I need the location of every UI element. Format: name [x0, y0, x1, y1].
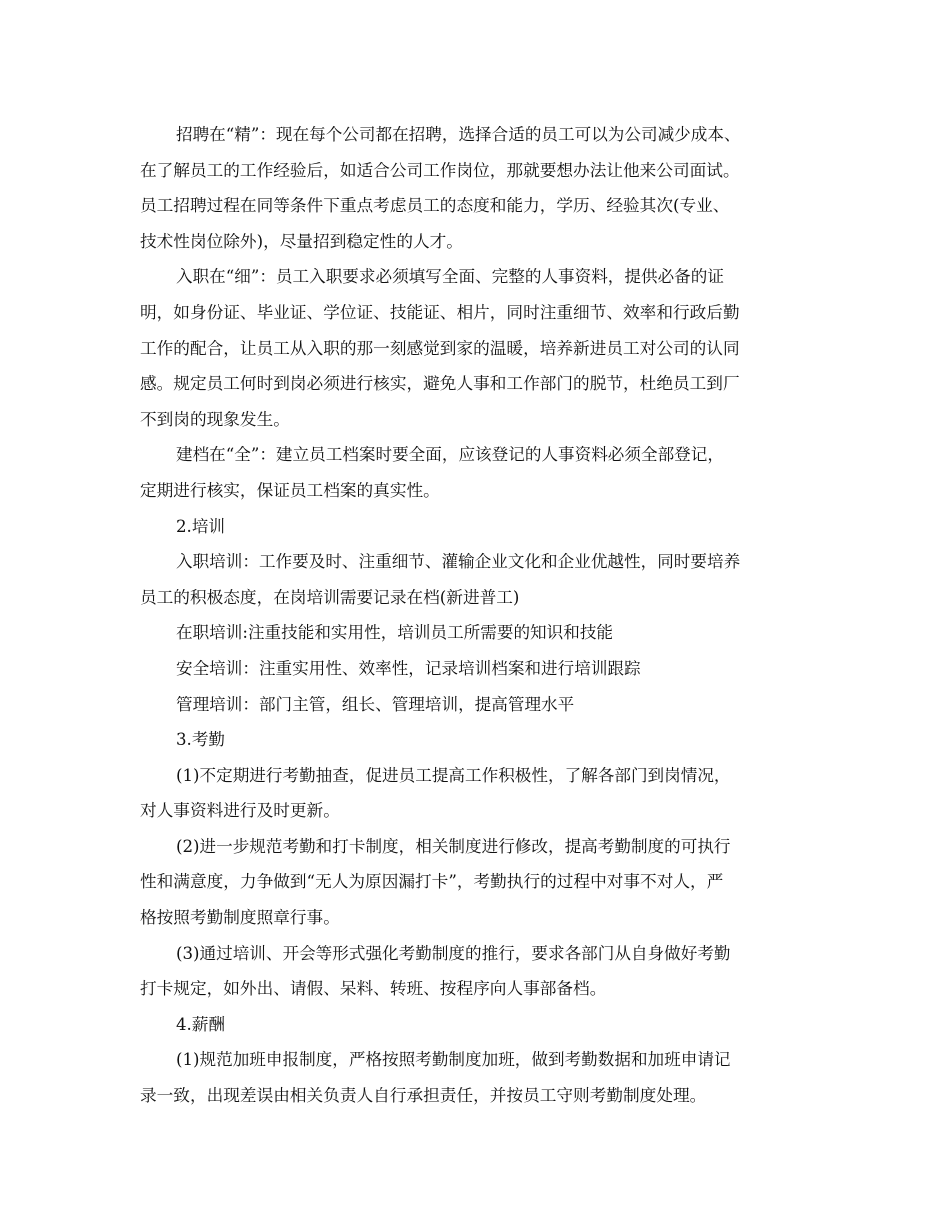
paragraph-line: 在了解员工的工作经验后，如适合公司工作岗位，那就要想办法让他来公司面试。: [140, 160, 740, 180]
paragraph-line: 录一致，出现差误由相关负责人自行承担责任，并按员工守则考勤制度处理。: [140, 1086, 707, 1106]
paragraph-first-line: 安全培训：注重实用性、效率性，记录培训档案和进行培训跟踪: [176, 658, 641, 678]
paragraph-line: 感。规定员工何时到岗必须进行核实，避免人事和工作部门的脱节，杜绝员工到厂: [140, 374, 740, 394]
paragraph-first-line: 管理培训：部门主管，组长、管理培训，提高管理水平: [176, 694, 575, 714]
paragraph-first-line: (1)不定期进行考勤抽查，促进员工提高工作积极性，了解各部门到岗情况，: [176, 765, 731, 785]
paragraph-line: 不到岗的现象发生。: [140, 409, 290, 429]
paragraph-line: 性和满意度，力争做到“无人为原因漏打卡”，考勤执行的过程中对事不对人，严: [140, 872, 724, 892]
paragraph-first-line: 在职培训:注重技能和实用性，培训员工所需要的知识和技能: [176, 623, 614, 643]
paragraph-line: 定期进行核实，保证员工档案的真实性。: [140, 480, 440, 500]
paragraph-line: 明，如身份证、毕业证、学位证、技能证、相片，同时注重细节、效率和行政后勤: [140, 302, 740, 322]
paragraph-first-line: (2)进一步规范考勤和打卡制度，相关制度进行修改，提高考勤制度的可执行: [176, 836, 731, 856]
paragraph-first-line: 2.培训: [176, 516, 226, 536]
paragraph-first-line: (3)通过培训、开会等形式强化考勤制度的推行，要求各部门从自身做好考勤: [176, 943, 731, 963]
paragraph-line: 格按照考勤制度照章行事。: [140, 908, 340, 928]
paragraph-line: 打卡规定，如外出、请假、呆料、转班、按程序向人事部备档。: [140, 979, 607, 999]
paragraph-first-line: 建档在“全”：建立员工档案时要全面，应该登记的人事资料必须全部登记，: [176, 445, 724, 465]
paragraph-first-line: 入职培训：工作要及时、注重细节、灌输企业文化和企业优越性，同时要培养: [176, 552, 741, 572]
document-body: [0, 117, 950, 1114]
paragraph-first-line: (1)规范加班申报制度，严格按照考勤制度加班，做到考勤数据和加班申请记: [176, 1050, 731, 1070]
paragraph-first-line: 3.考勤: [176, 730, 226, 750]
paragraph-line: 工作的配合，让员工从入职的那一刻感觉到家的温暖，培养新进员工对公司的认同: [140, 338, 740, 358]
paragraph-first-line: 4.薪酬: [176, 1014, 226, 1034]
paragraph-first-line: 招聘在“精”：现在每个公司都在招聘，选择合适的员工可以为公司减少成本、: [176, 125, 741, 144]
paragraph-first-line: 入职在“细”：员工入职要求必须填写全面、完整的人事资料，提供必备的证: [176, 267, 724, 287]
paragraph-line: 技术性岗位除外)，尽量招到稳定性的人才。: [140, 231, 463, 251]
paragraph-line: 对人事资料进行及时更新。: [140, 801, 340, 821]
paragraph-line: 员工招聘过程在同等条件下重点考虑员工的态度和能力，学历、经验其次(专业、: [140, 196, 730, 216]
paragraph-line: 员工的积极态度，在岗培训需要记录在档(新进普工): [140, 587, 520, 607]
